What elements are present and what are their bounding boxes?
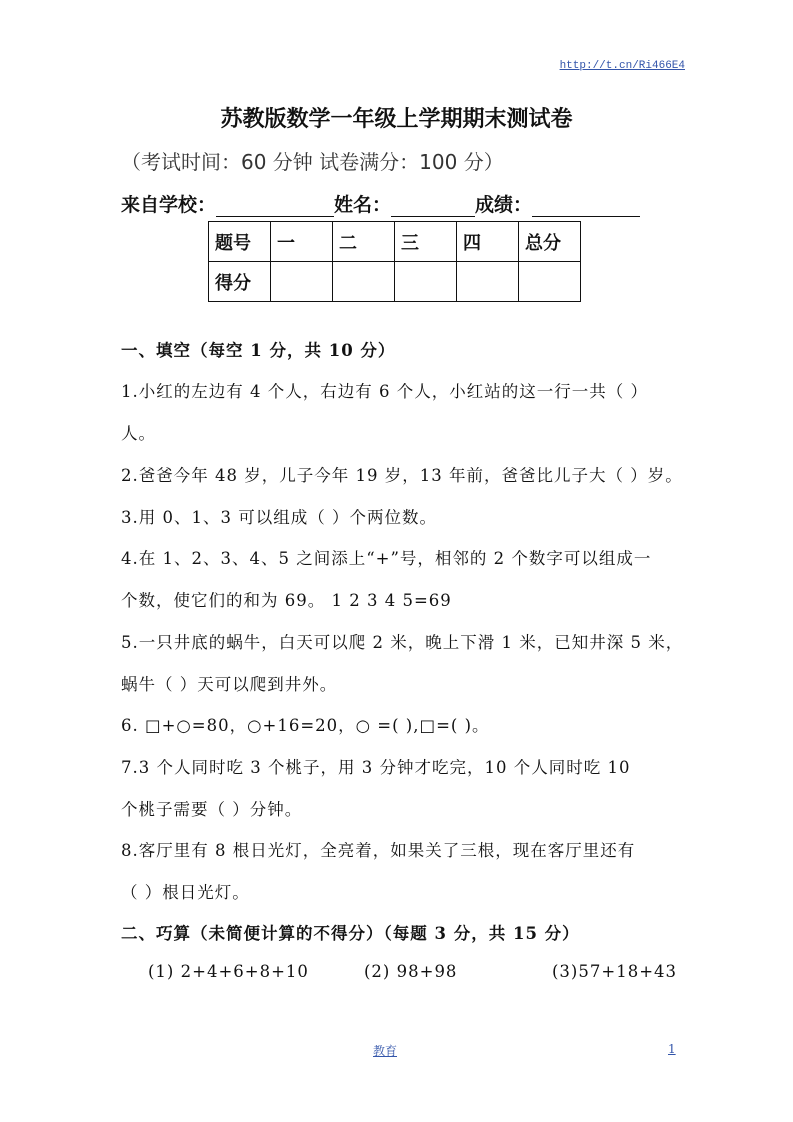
calc-item: (2) 98+98 [364, 962, 458, 981]
question-line: 1.小红的左边有 4 个人，右边有 6 个人，小红站的这一行一共（ ） [121, 382, 648, 401]
header-link[interactable]: http://t.cn/Ri466E4 [559, 60, 685, 72]
name-blank [391, 194, 475, 217]
table-cell: 题号 [209, 222, 271, 262]
question-line: 4.在 1、2、3、4、5 之间添上“+”号，相邻的 2 个数字可以组成一 [121, 549, 652, 568]
question-line: 人。 [121, 424, 156, 443]
table-cell: 四 [457, 222, 519, 262]
school-blank [216, 194, 334, 217]
section2-heading: 二、巧算（未简便计算的不得分）（每题 3 分，共 15 分） [121, 924, 580, 943]
page-title: 苏教版数学一年级上学期期末测试卷 [220, 106, 573, 132]
table-cell: 一 [271, 222, 333, 262]
question-line: 个数，使它们的和为 69。 1 2 3 4 5=69 [121, 591, 452, 610]
score-label: 成绩： [475, 194, 533, 216]
table-cell [271, 262, 333, 302]
question-line: 3.用 0、1、3 可以组成（ ）个两位数。 [121, 508, 437, 527]
student-info-line [121, 190, 640, 217]
page-number: 1 [668, 1042, 676, 1056]
question-line: 2.爸爸今年 48 岁，儿子今年 19 岁，13 年前，爸爸比儿子大（ ）岁。 [121, 466, 683, 485]
score-table-score-row [209, 262, 581, 302]
calc-item: (1) 2+4+6+8+10 [148, 962, 309, 981]
name-label: 姓名： [334, 194, 392, 216]
score-blank [532, 194, 640, 217]
table-cell [395, 262, 457, 302]
question-line: 个桃子需要（ ）分钟。 [121, 800, 303, 819]
table-cell: 总分 [519, 222, 581, 262]
question-line: 6. □+○=80，○+16=20，○ =( ),□=( )。 [121, 716, 490, 735]
school-label: 来自学校： [121, 194, 217, 216]
calc-item: (3)57+18+43 [552, 962, 678, 981]
question-line: 蜗牛（ ）天可以爬到井外。 [121, 675, 338, 694]
question-line: 5.一只井底的蜗牛，白天可以爬 2 米，晚上下滑 1 米，已知井深 5 米， [121, 633, 684, 652]
table-cell: 得分 [209, 262, 271, 302]
score-table-header-row [209, 222, 581, 262]
score-table [208, 221, 581, 302]
section1-heading: 一、填空（每空 1 分，共 10 分） [121, 341, 396, 360]
exam-subtitle: （考试时间：60 分钟 试卷满分：100 分） [121, 150, 504, 174]
table-cell [333, 262, 395, 302]
question-line: 8.客厅里有 8 根日光灯，全亮着，如果关了三根，现在客厅里还有 [121, 841, 636, 860]
table-cell [519, 262, 581, 302]
question-line: （ ）根日光灯。 [121, 883, 250, 902]
table-cell: 三 [395, 222, 457, 262]
footer-link[interactable]: 教育 [373, 1044, 398, 1058]
question-line: 7.3 个人同时吃 3 个桃子，用 3 分钟才吃完，10 个人同时吃 10 [121, 758, 631, 777]
table-cell: 二 [333, 222, 395, 262]
table-cell [457, 262, 519, 302]
